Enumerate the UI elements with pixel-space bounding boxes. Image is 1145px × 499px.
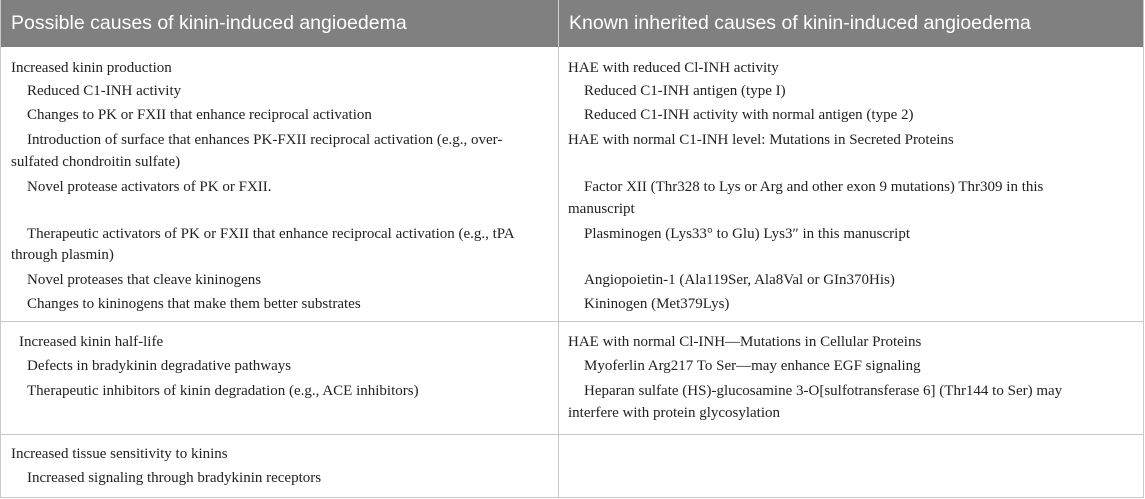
list-item: Therapeutic activators of PK or FXII that enhance reciprocal activation (e.g., tPA	[27, 226, 515, 242]
row3-left-heading: Increased tissue sensitivity to kinins	[11, 446, 228, 462]
row1-left-heading: Increased kinin production	[11, 60, 172, 76]
list-item: Myoferlin Arg217 To Ser—may enhance EGF signaling	[584, 358, 921, 374]
row-divider	[1, 321, 1143, 322]
row1-right-heading-reduced: HAE with reduced Cl-INH activity	[568, 60, 779, 76]
list-item: Increased signaling through bradykinin receptors	[27, 470, 322, 486]
list-item: Novel proteases that cleave kininogens	[27, 272, 262, 288]
list-item: Therapeutic inhibitors of kinin degradation (e.g., ACE inhibitors)	[27, 383, 419, 399]
row2-left-heading: Increased kinin half-life	[19, 334, 164, 350]
list-item-continuation: sulfated chondroitin sulfate)	[11, 154, 181, 170]
list-item: Reduced C1-INH activity with normal antigen (type 2)	[584, 107, 914, 123]
column-divider	[558, 47, 559, 497]
row2-right-heading: HAE with normal Cl-INH—Mutations in Cellular Proteins	[568, 334, 922, 350]
list-item: Kininogen (Met379Lys)	[584, 296, 730, 312]
list-item: Defects in bradykinin degradative pathways	[27, 358, 292, 374]
list-item: Plasminogen (Lys33° to Glu) Lys3″ in this manuscript	[584, 226, 910, 242]
list-item: Reduced C1-INH antigen (type I)	[584, 83, 786, 99]
header-inherited-causes: Known inherited causes of kinin-induced angioedema	[558, 0, 1144, 47]
list-item-continuation: interfere with protein glycosylation	[568, 405, 781, 421]
list-item: Changes to PK or FXII that enhance reciprocal activation	[27, 107, 372, 123]
row-divider	[1, 434, 1143, 435]
table-header	[1, 0, 1143, 47]
list-item: Introduction of surface that enhances PK-FXII reciprocal activation (e.g., over-	[27, 132, 503, 148]
list-item: Angiopoietin-1 (Ala119Ser, Ala8Val or GIn370His)	[584, 272, 895, 288]
row1-right-heading-normal: HAE with normal C1-INH level: Mutations in Secreted Proteins	[568, 132, 954, 148]
list-item: Changes to kininogens that make them better substrates	[27, 296, 361, 312]
list-item-continuation: through plasmin)	[11, 247, 114, 263]
list-item-continuation: manuscript	[568, 201, 635, 217]
list-item: Reduced C1-INH activity	[27, 83, 182, 99]
list-item: Heparan sulfate (HS)-glucosamine 3-O[sulfotransferase 6] (Thr144 to Ser) may	[584, 383, 1063, 399]
header-possible-causes: Possible causes of kinin-induced angioedema	[11, 12, 407, 34]
list-item: Factor XII (Thr328 to Lys or Arg and other exon 9 mutations) Thr309 in this	[584, 179, 1044, 195]
list-item: Novel protease activators of PK or FXII.	[27, 179, 272, 195]
